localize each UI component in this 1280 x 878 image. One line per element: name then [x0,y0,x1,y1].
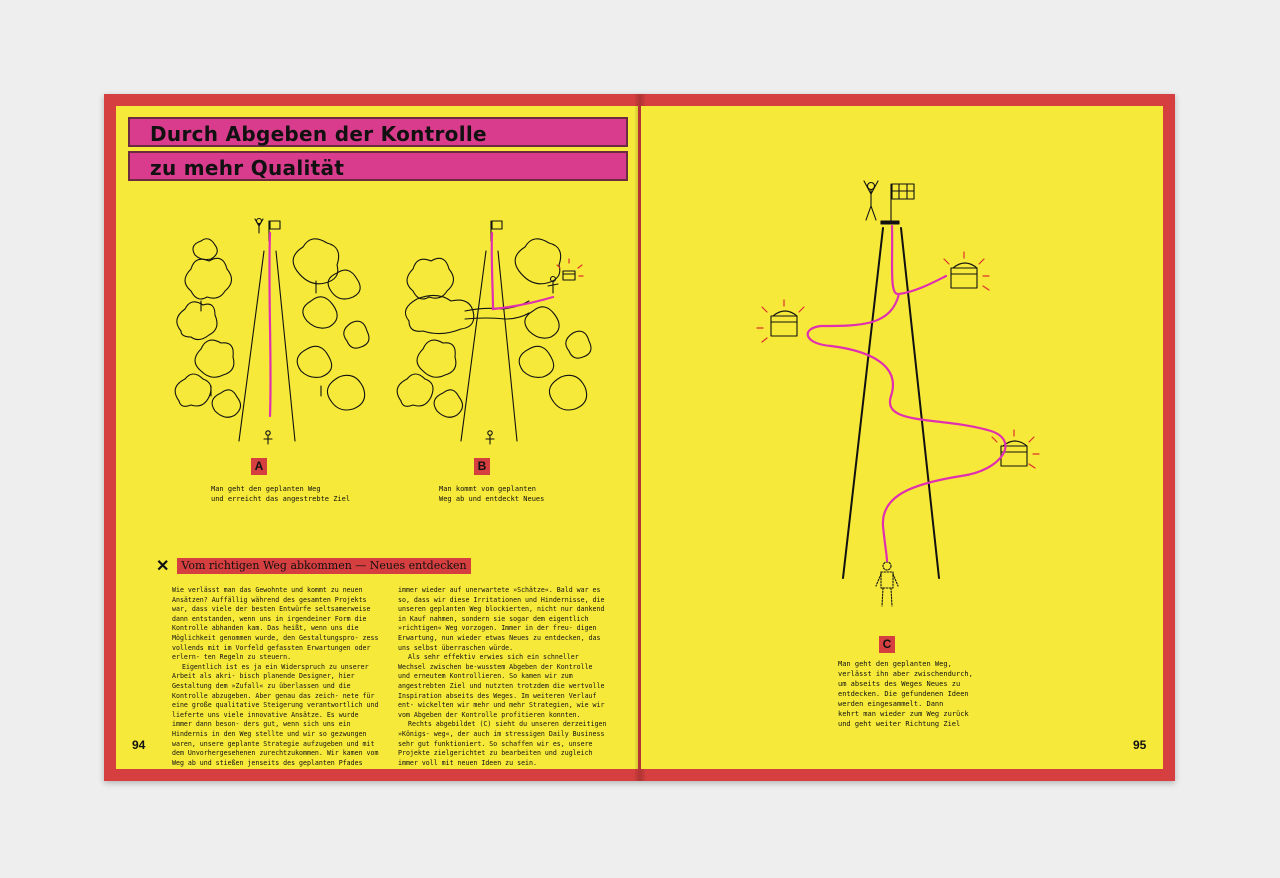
figure-a-label: A [251,458,267,475]
figure-b-caption-line1: Man kommt vom geplanten [439,485,536,493]
figure-b-caption-line2: Weg ab und entdeckt Neues [439,495,545,503]
book-spread [104,94,1175,781]
figure-c-caption-line: kehrt man wieder zum Weg zurück [838,710,969,718]
figure-a-caption-line2: und erreicht das angestrebte Ziel [211,495,351,503]
section-heading-text: Vom richtigen Weg abkommen — Neues entdecken [177,558,470,574]
text-column-2 [398,586,608,768]
col1-paragraph-1: Wie verlässt man das Gewohnte und kommt zu neuen Ansätzen? Auffällig während des gesamten Projekts war, dass viele der besten Entwürfe seltsamerweise dann entstanden, wenn uns in irgendeiner Form die Kontrolle abhanden kam. Das heißt, wenn uns die Möglichkeit genommen wurde, den Gestaltungspro- zess vollends mit im Vorfeld gefassten Erwartungen oder erlern- ten Regeln zu steuern. [172,586,379,662]
figure-c-caption-line: und geht weiter Richtung Ziel [838,720,961,728]
figure-c-illustration [741,166,1061,606]
figure-b-illustration [393,211,593,451]
cross-icon: ✕ [156,558,170,575]
figure-c-caption [838,659,988,729]
figure-c-caption-line: entdecken. Die gefundenen Ideen [838,690,969,698]
text-column-1 [172,586,382,768]
figure-b-label: B [474,458,490,475]
title-line-2: zu mehr Qualität [128,151,628,181]
col2-paragraph-1: immer wieder auf unerwartete »Schätze«. Bald war es so, dass wir diese Irritationen und Hindernisse, die unseren geplanten Weg blockierten, nicht nur dankend in Kauf nahmen, sondern sie sogar dem eigentlich »richtigen« Weg vorzogen. Immer in der freu- digen Erwartung, nun wieder etwas Neues zu entdecken, das uns selbst überraschen würde. [398,586,605,652]
figure-a-caption [211,484,351,504]
figure-b-caption [439,484,579,504]
page-number-right: 95 [1133,738,1147,752]
title-line-1: Durch Abgeben der Kontrolle [128,117,628,147]
figure-c-caption-line: werden eingesammelt. Dann [838,700,944,708]
section-heading [156,558,471,574]
figure-c-caption-line: verlässt ihn aber zwischendurch, [838,670,973,678]
page-number-left: 94 [132,738,146,752]
col2-paragraph-3: Rechts abgebildet (C) sieht du unseren derzeitigen »Königs- weg«, der auch im stressigen Daily Business sehr gut funktioniert. So schaffen wir es, unsere Projekte zielgerichtet zu bearbeiten und zugleich immer voll mit neuen Ideen zu sein. [398,720,607,767]
col1-paragraph-2: Eigentlich ist es ja ein Widerspruch zu unserer Arbeit als akri- bisch planende Designer, hier Gestaltung dem »Zufall« zu überlassen und die Kontrolle abzugeben. Aber genau das zeich- nete für eine große qualitative Steigerung verantwortlich und lieferte uns viele innovative Ansätze. Es wurde immer dann beson- ders gut, wenn sich uns ein Hindernis in den Weg stellte und wir so gezwungen waren, unsere geplante Strategie aufzugeben und mit dem Unvorhergesehenen zurechtzukommen. Wir kamen vom Weg ab und stießen jenseits des geplanten Pfades [172,662,379,767]
left-page [116,106,638,769]
figure-c-label: C [879,636,895,653]
figure-a-illustration [171,211,371,451]
figure-c-caption-line: Man geht den geplanten Weg, [838,660,952,668]
right-page [641,106,1163,769]
col2-paragraph-2: Als sehr effektiv erwies sich ein schneller Wechsel zwischen be-wusstem Abgeben der Kontrolle und erneutem Kontrollieren. So kamen wir zum angestrebten Ziel und nutzten trotzdem die wertvolle Inspiration abseits des Weges. Im weiteren Verlauf ent- wickelten wir mehr und mehr Strategien, wie wir vom Abgeben der Kontrolle profitieren konnten. [398,653,605,719]
figure-a-caption-line1: Man geht den geplanten Weg [211,485,321,493]
figure-c-caption-line: um abseits des Weges Neues zu [838,680,961,688]
